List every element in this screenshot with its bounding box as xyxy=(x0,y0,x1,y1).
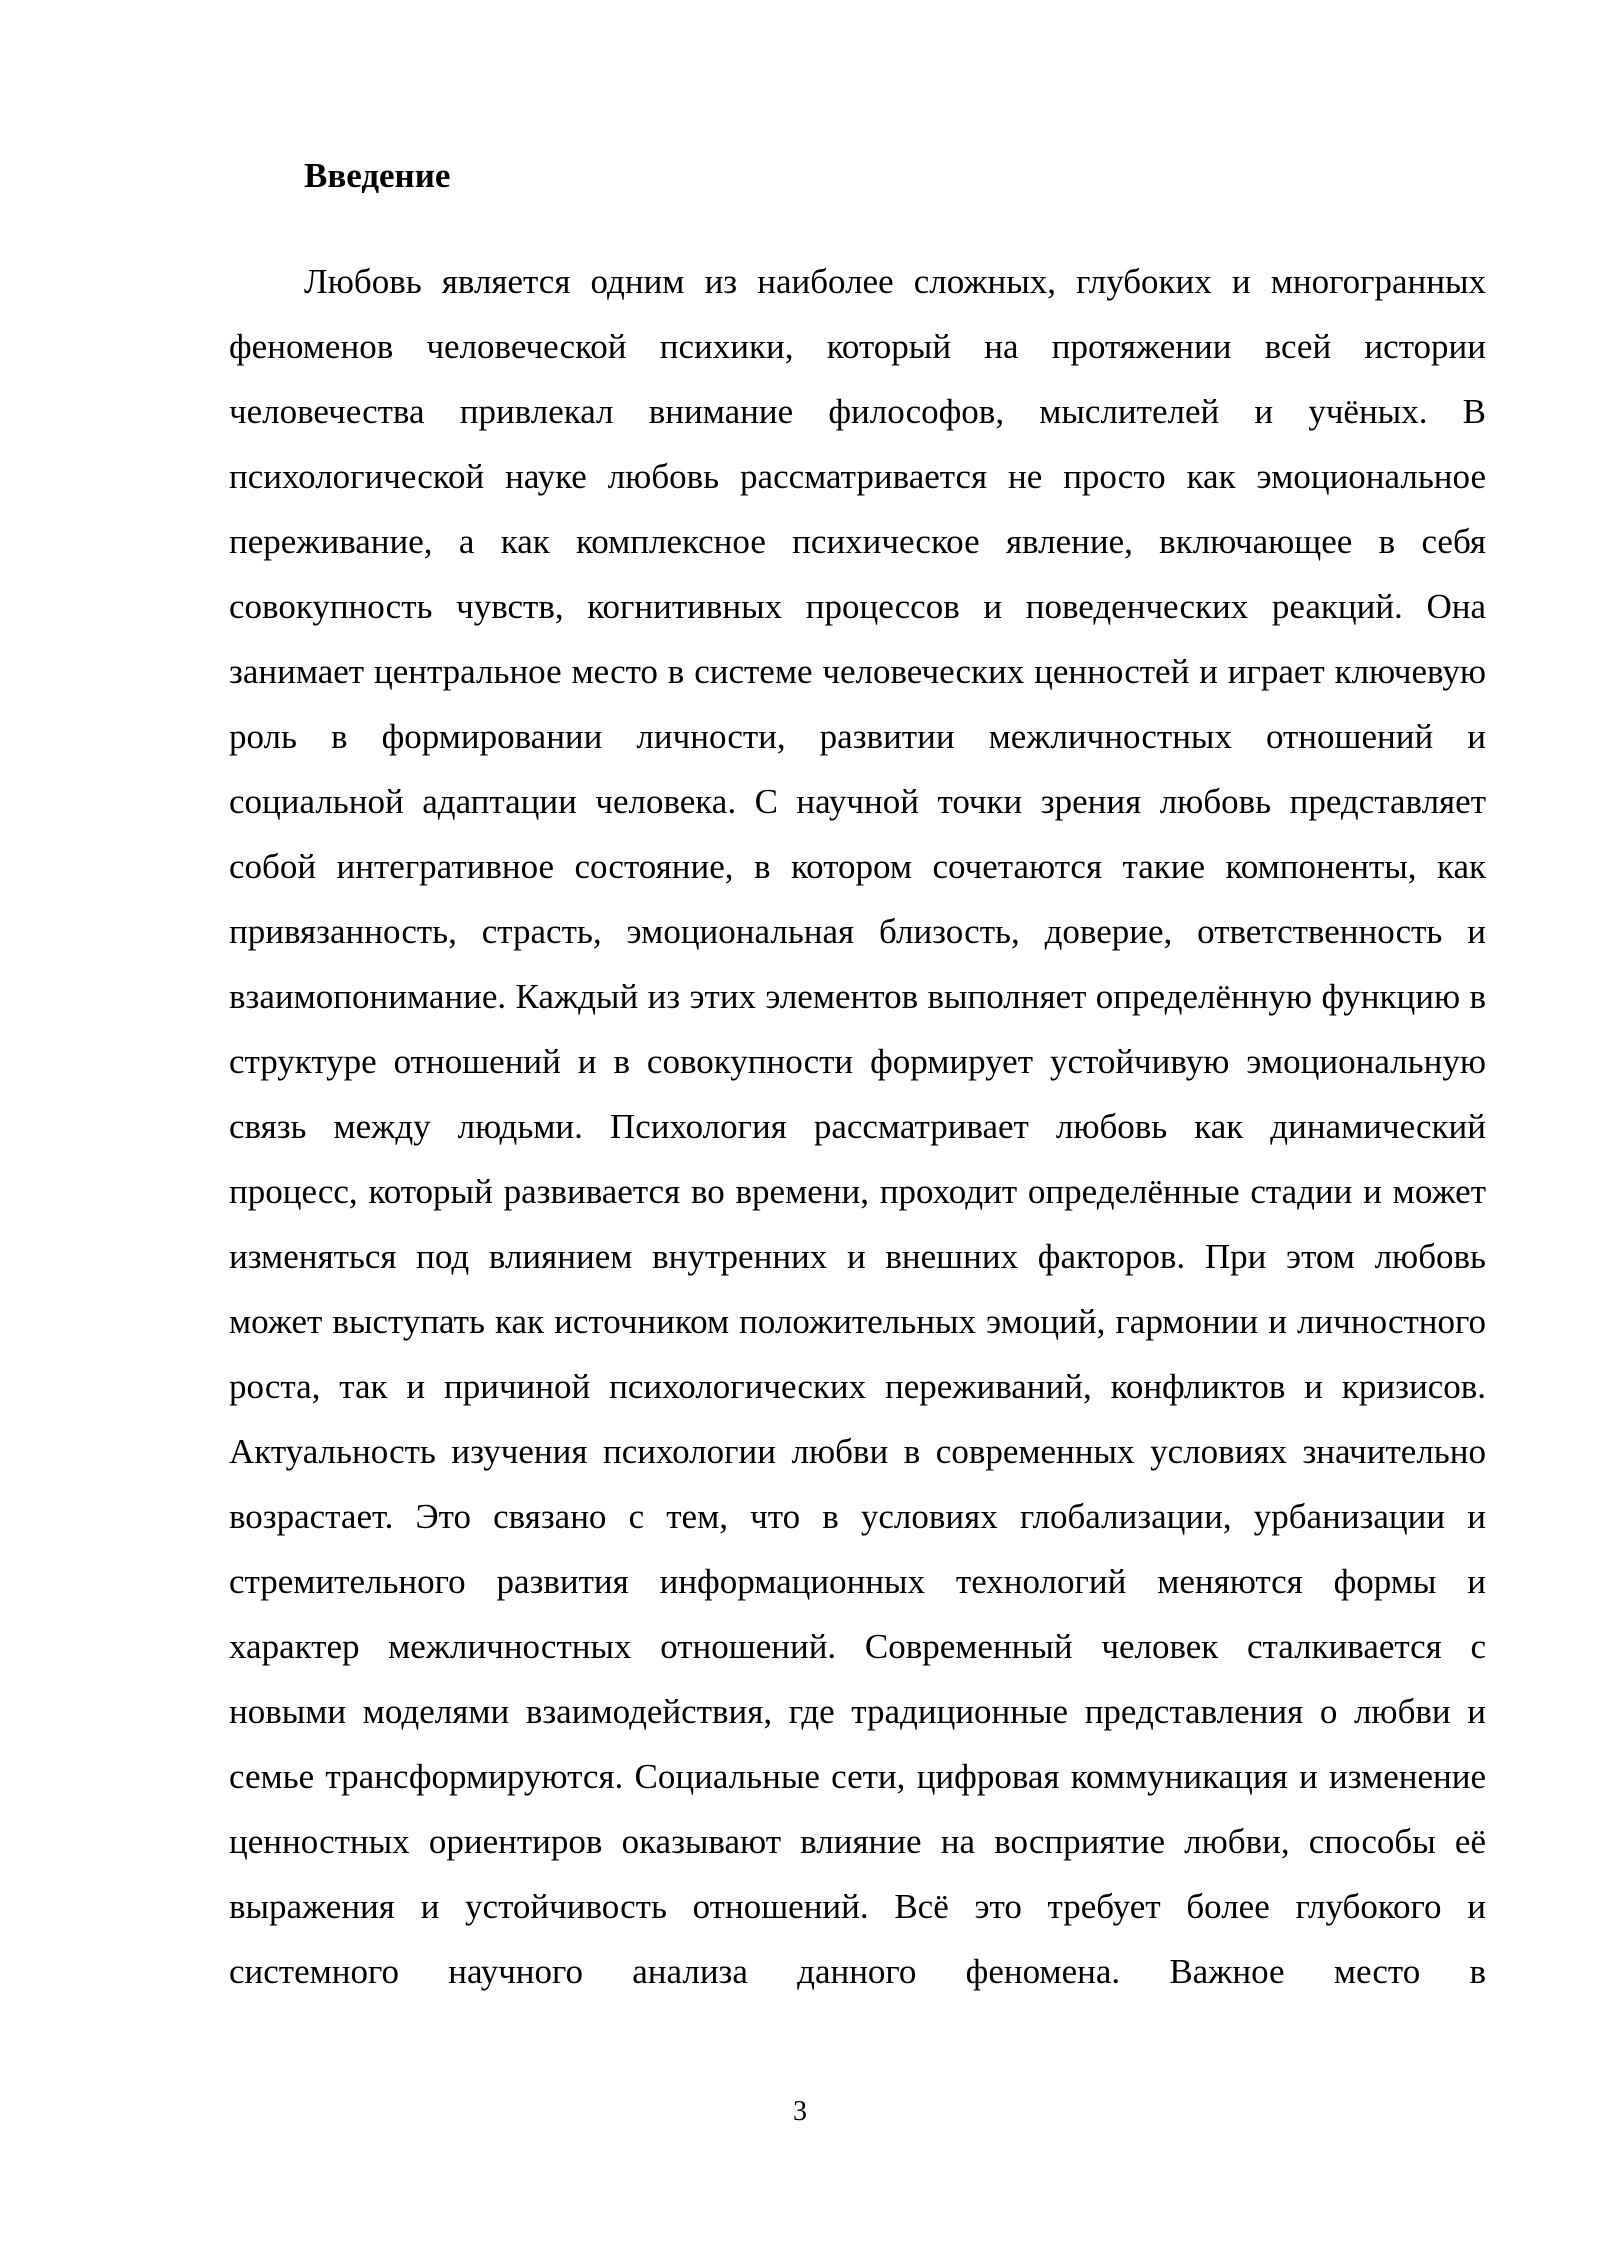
page-number: 3 xyxy=(793,2096,807,2127)
section-heading: Введение xyxy=(304,156,451,195)
body-paragraph: Любовь является одним из наиболее сложных, глубоких и многогранных феноменов человеческой психики, который на протяжении всей истории человечества привлекал внимание философов, мыслителей и учёных. В психологической науке любовь рассматривается не просто как эмоциональное переживание, а как комплексное психическое явление, включающее в себя совокупность чувств, когнитивных процессов и поведенческих реакций. Она занимает центральное место в системе человеческих ценностей и играет ключевую роль в формировании личности, развитии межличностных отношений и социальной адаптации человека. С научной точки зрения любовь представляет собой интегративное состояние, в котором сочетаются такие компоненты, как привязанность, страсть, эмоциональная близость, доверие, ответственность и взаимопонимание. Каждый из этих элементов выполняет определённую функцию в структуре отношений и в совокупности формирует устойчивую эмоциональную связь между людьми. Психология рассматривает любовь как динамический процесс, который развивается во времени, проходит определённые стадии и может изменяться под влиянием внутренних и внешних факторов. При этом любовь может выступать как источником положительных эмоций, гармонии и личностного роста, так и причиной психологических переживаний, конфликтов и кризисов. Актуальность изучения психологии любви в современных условиях значительно возрастает. Это связано с тем, что в условиях глобализации, урбанизации и стремительного развития информационных технологий меняются формы и характер межличностных отношений. Современный человек сталкивается с новыми моделями взаимодействия, где традиционные представления о любви и семье трансформируются. Социальные сети, цифровая коммуникация и изменение ценностных ориентиров оказывают влияние на восприятие любви, способы её выражения и устойчивость отношений. Всё это требует более глубокого и системного научного анализа данного феномена. Важное место в xyxy=(229,262,1486,1991)
